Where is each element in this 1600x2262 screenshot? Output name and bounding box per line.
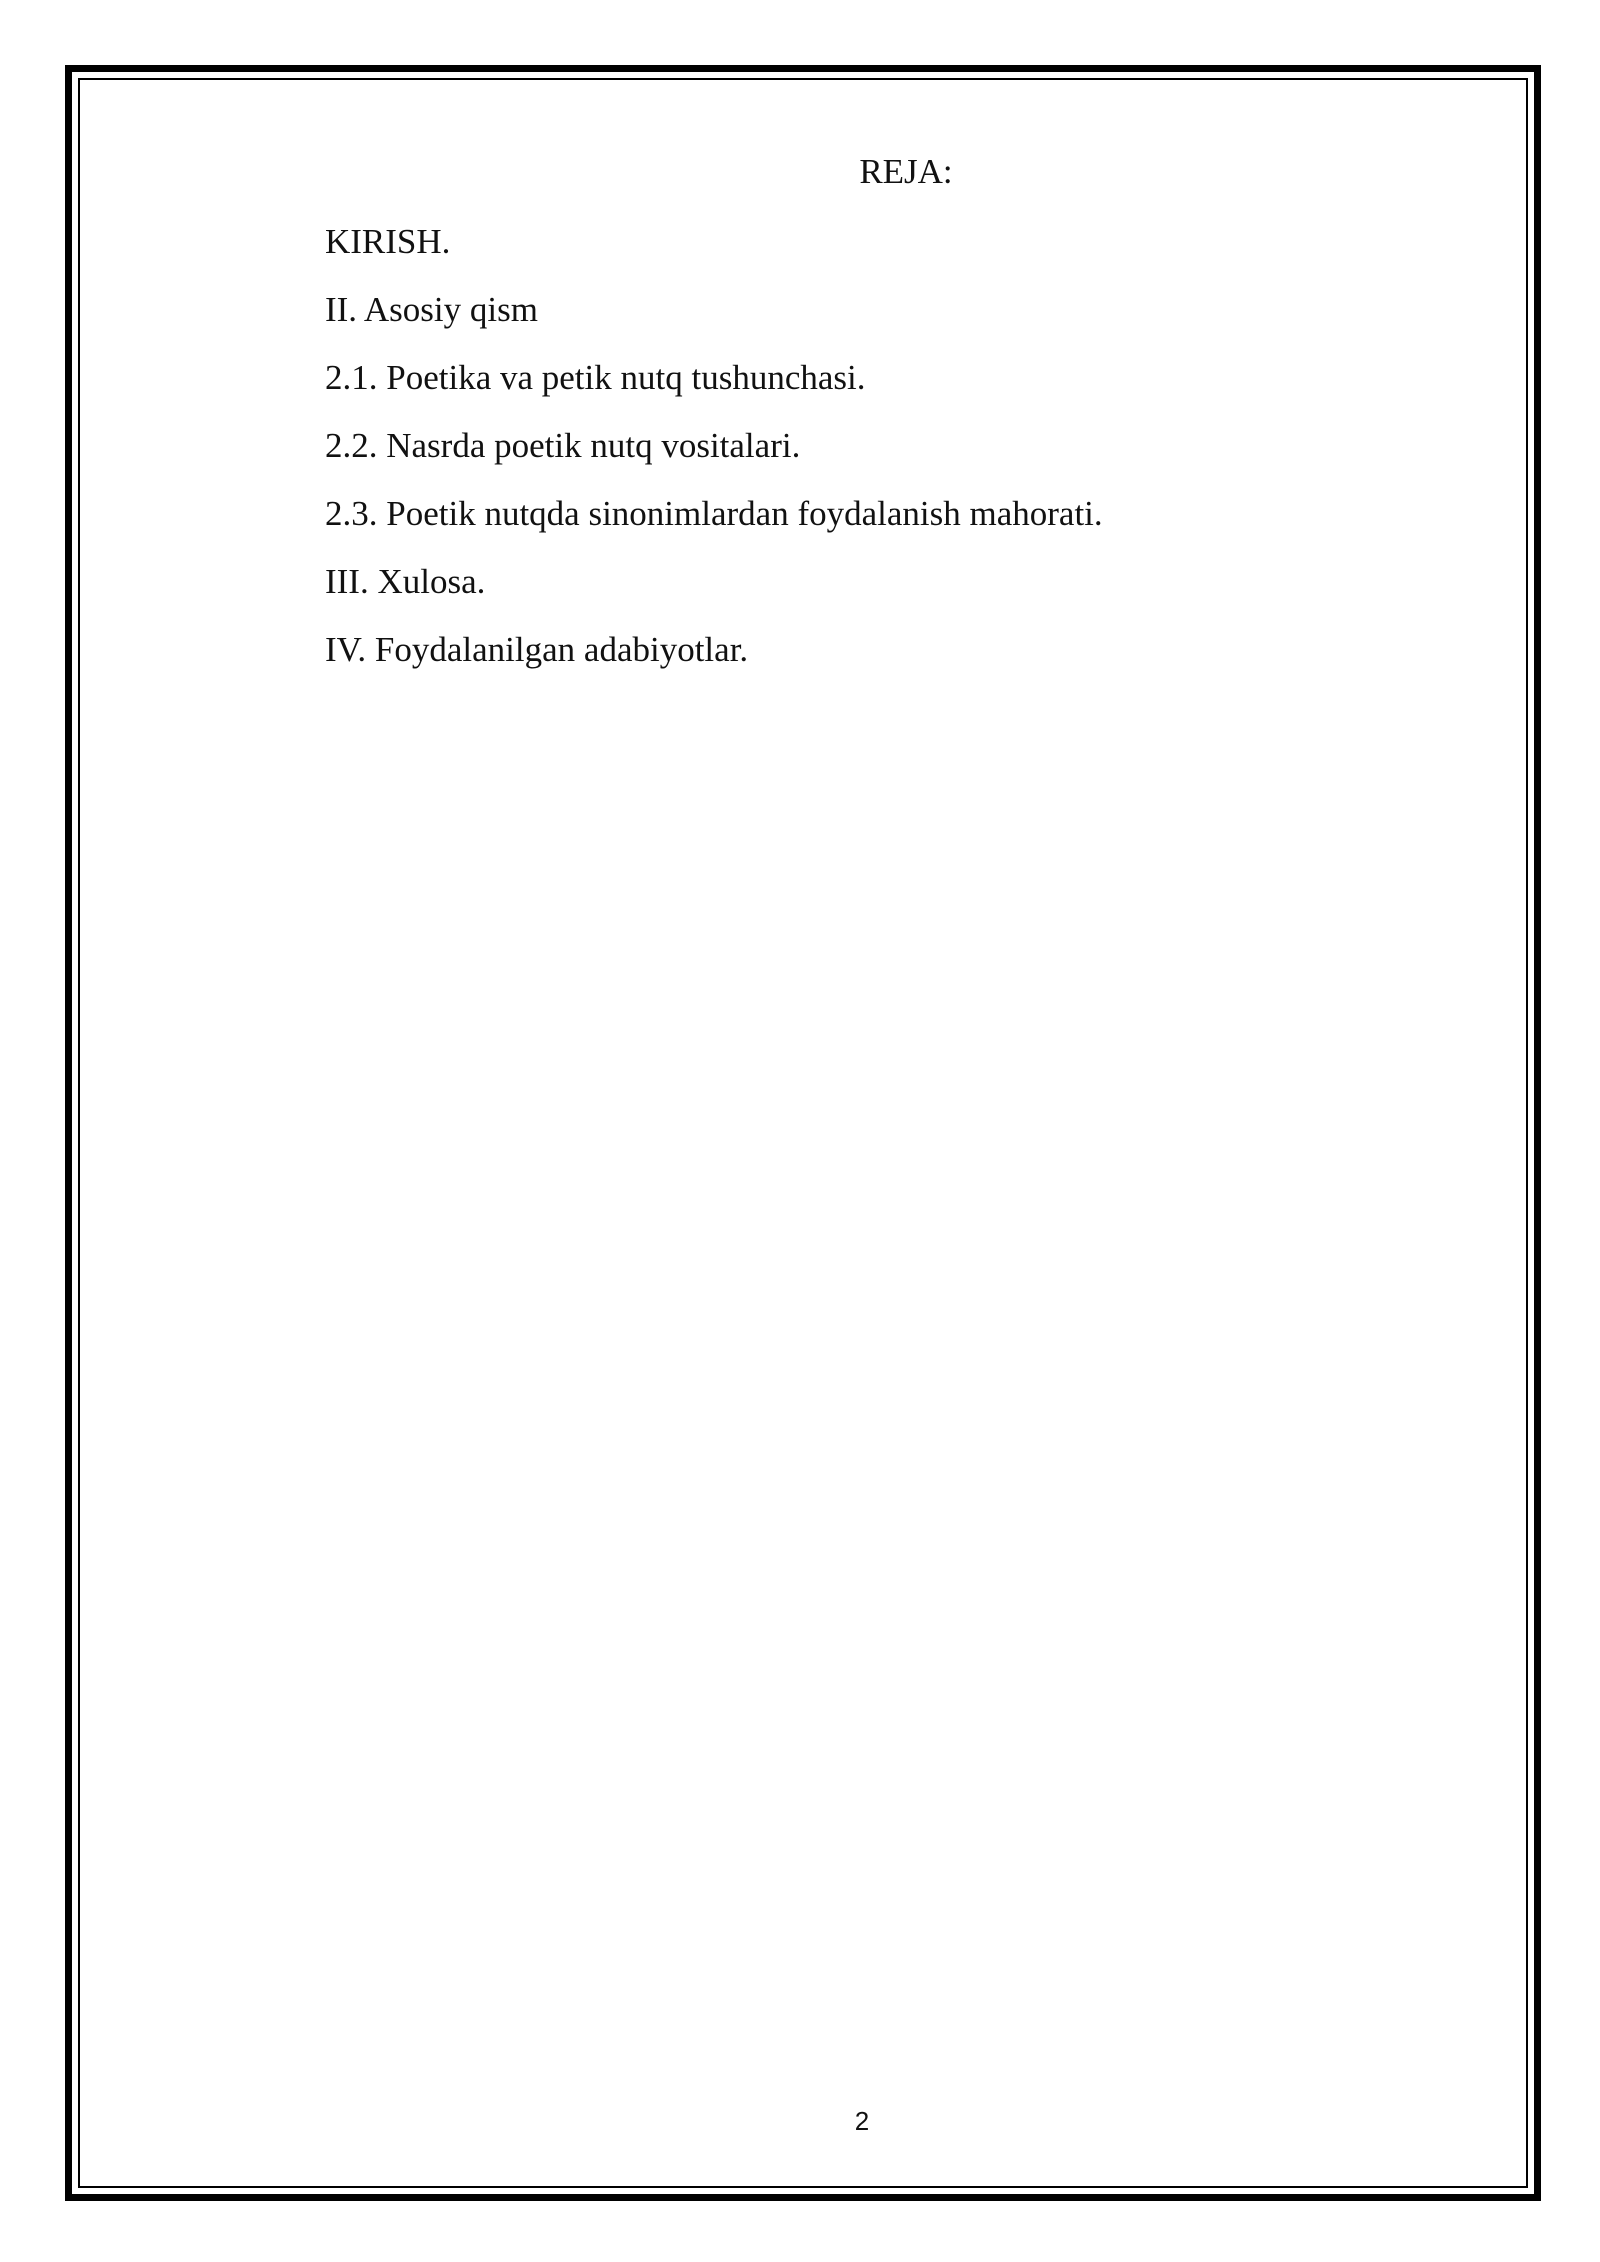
- plan-item-2-1: 2.1. Poetika va petik nutq tushunchasi.: [325, 358, 866, 397]
- plan-item-conclusion: III. Xulosa.: [325, 562, 486, 601]
- plan-list: [325, 222, 1103, 698]
- plan-item-main-part: II. Asosiy qism: [325, 290, 538, 329]
- page-number: 2: [854, 2106, 870, 2136]
- plan-item-2-2: 2.2. Nasrda poetik nutq vositalari.: [325, 426, 801, 465]
- plan-item-2-3: 2.3. Poetik nutqda sinonimlardan foydalanish mahorati.: [325, 494, 1103, 533]
- plan-item-introduction: KIRISH.: [325, 222, 451, 261]
- plan-item-references: IV. Foydalanilgan adabiyotlar.: [325, 630, 749, 669]
- plan-title: REJA:: [859, 152, 953, 191]
